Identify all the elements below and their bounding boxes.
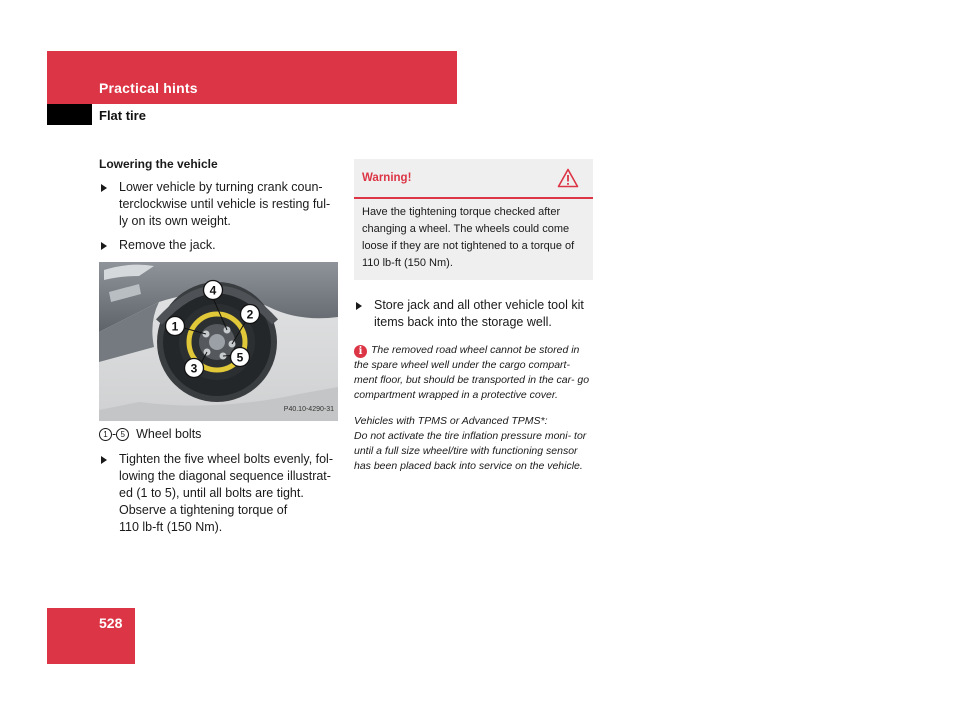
right-column bbox=[354, 159, 593, 474]
figure-code: P40.10-4290-31 bbox=[283, 406, 334, 413]
callout-1 bbox=[166, 317, 185, 336]
warning-triangle-icon bbox=[557, 168, 579, 188]
info-note-text: The removed road wheel cannot be stored in the spare wheel well under the cargo compart- ment floor, but should be transported in the car- go compartment wrapped in a protective cover. bbox=[354, 344, 590, 401]
caption-dash: - bbox=[112, 427, 117, 441]
subsection-marker bbox=[47, 104, 92, 125]
step-store-jack bbox=[354, 297, 593, 331]
warning-title: Warning! bbox=[362, 172, 412, 184]
tpms-note-text: Do not activate the tire inflation pressure moni- tor until a full size wheel/tire with functioning sensor has been placed back into service on the vehicle. bbox=[354, 430, 587, 472]
procedure-heading: Lowering the vehicle bbox=[99, 157, 218, 171]
step-tighten-bolts bbox=[99, 451, 339, 536]
svg-text:3: 3 bbox=[190, 361, 198, 376]
warning-text: Have the tightening torque checked after changing a wheel. The wheels could come loose if they are not tightened to a torque of 110 lb-ft (150 Nm). bbox=[362, 206, 575, 269]
wheel-drawing bbox=[99, 262, 338, 421]
bullet-arrow-icon bbox=[101, 184, 107, 192]
step-remove-jack bbox=[99, 237, 339, 254]
step-text: Lower vehicle by turning crank coun- terclockwise until vehicle is resting ful- ly on its own weight. bbox=[119, 180, 331, 228]
tpms-note-heading: Vehicles with TPMS or Advanced TPMS*: bbox=[354, 415, 548, 427]
callout-5 bbox=[231, 348, 250, 367]
left-column bbox=[99, 156, 339, 543]
svg-text:2: 2 bbox=[246, 307, 254, 322]
step-lower-vehicle bbox=[99, 179, 339, 230]
svg-text:5: 5 bbox=[236, 350, 244, 365]
svg-text:1: 1 bbox=[171, 319, 179, 334]
step-text: Observe a tightening torque of bbox=[119, 503, 288, 517]
tpms-note bbox=[354, 414, 593, 474]
step-text: Remove the jack. bbox=[119, 238, 216, 252]
step-text: 110 lb-ft (150 Nm). bbox=[119, 520, 223, 534]
callout-4 bbox=[204, 281, 223, 300]
wheel-bolts-illustration bbox=[99, 262, 338, 421]
page-number: 528 bbox=[99, 615, 123, 631]
callout-3 bbox=[185, 359, 204, 378]
step-text: Store jack and all other vehicle tool kit items back into the storage well. bbox=[374, 298, 584, 329]
warning-header bbox=[354, 159, 593, 199]
caption-range-end: 5 bbox=[116, 428, 129, 441]
caption-range-start: 1 bbox=[99, 428, 112, 441]
info-icon: i bbox=[354, 345, 367, 358]
bullet-arrow-icon bbox=[101, 456, 107, 464]
step-text: Tighten the five wheel bolts evenly, fol- lowing the diagonal sequence illustrat- ed (1 to 5), until all bolts are tight. bbox=[119, 452, 334, 500]
subsection-title: Flat tire bbox=[99, 108, 146, 123]
section-title: Practical hints bbox=[99, 80, 198, 96]
svg-text:4: 4 bbox=[209, 283, 217, 298]
header-band bbox=[47, 51, 457, 104]
info-note bbox=[354, 343, 593, 403]
callout-2 bbox=[241, 305, 260, 324]
caption-text: Wheel bolts bbox=[136, 427, 202, 441]
warning-box bbox=[354, 159, 593, 280]
bullet-arrow-icon bbox=[101, 242, 107, 250]
figure-caption bbox=[99, 426, 339, 443]
bullet-arrow-icon bbox=[356, 302, 362, 310]
